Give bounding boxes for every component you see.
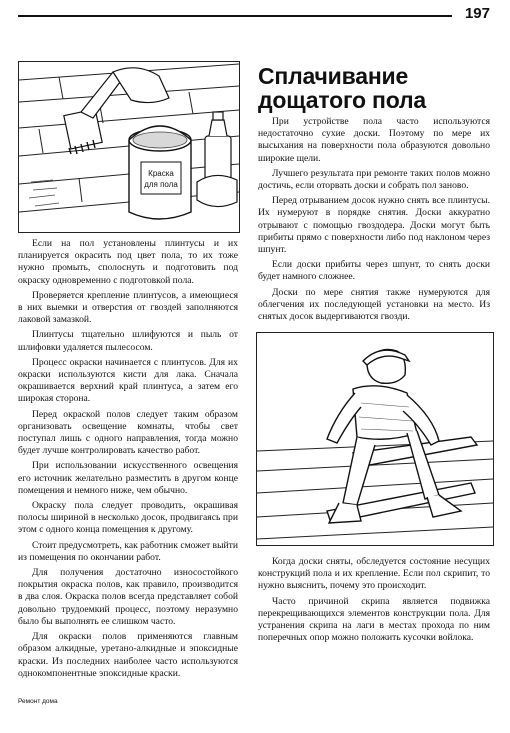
header-rule bbox=[18, 15, 452, 17]
page-number: 197 bbox=[464, 5, 490, 22]
footer-book-title: Ремонт дома bbox=[18, 698, 58, 705]
right-column-bottom-text bbox=[258, 556, 490, 647]
paragraph: Стоит предусмотреть, как работник сможет выйти из помещения по окончании работ. bbox=[18, 539, 238, 563]
worker-drawing bbox=[257, 333, 493, 545]
paragraph: Лучшего результата при ремонте таких полов можно достичь, если оторвать доски и собрать пол заново. bbox=[258, 167, 490, 192]
paragraph: Если доски прибиты через шпунт, то снять доски будет намного сложнее. bbox=[258, 259, 490, 283]
paragraph: Для окраски полов применяются главным образом алкидные, уретано-алкидные и эпоксидные краски. Из последних наиболее часто используются однокомпонентные эпоксидные краски. bbox=[18, 631, 238, 679]
page-header bbox=[0, 0, 510, 26]
right-column-top-text bbox=[258, 116, 490, 326]
section-title bbox=[258, 64, 488, 112]
paragraph: Проверяется крепление плинтусов, а имеющиеся в них выемки и отверстия от гвоздей заполняются лаковой замазкой. bbox=[18, 289, 238, 326]
paragraph: Процесс окраски начинается с плинтусов. Для их окраски используются кисти для лака. Сначала окрашивается верхний край плинтуса, а затем его широкая сторона. bbox=[18, 356, 238, 405]
paragraph: Когда доски сняты, обследуется состояние несущих конструкций пола и их крепление. Если пол скрипит, то нужно выяснить, почему это происходит. bbox=[258, 556, 490, 592]
paint-can-label-line1: Краска bbox=[148, 169, 174, 178]
paragraph: Доски по мере снятия также нумеруются для облегчения их последующей установки на место. Из снятых досок выдергиваются гвозди. bbox=[258, 286, 490, 323]
paragraph: Для получения достаточно износостойкого покрытия окраска полов, как правило, производится в два слоя. Окраска полов всегда представляет собой довольно трудоемкий процесс, поэтому неразумно было бы выполнять ее слишком часто. bbox=[18, 567, 238, 627]
paint-can-label-line2: для пола bbox=[144, 180, 178, 189]
paragraph: Перед отрыванием досок нужно снять все плинтусы. Их нумеруют в порядке снятия. Доски аккуратно отрывают с помощью гвоздодера. Доски могут быть прибиты прямо с поверхности либо под наклоном через шпунт. bbox=[258, 195, 490, 256]
section-title-line2: дощатого пола bbox=[258, 87, 427, 113]
floor-painting-drawing bbox=[19, 62, 239, 232]
paragraph: Часто причиной скрипа является подвижка перекрещивающихся элементов конструкции пола. Для устранения скрипа на лаги в местах прохода по ним поперечных опор можно положить кусочки войлока. bbox=[258, 595, 490, 644]
paragraph: Если на пол установлены плинтусы и их планируется окрасить под цвет пола, то их тоже нужно промыть, сполоснуть и подготовить под окраску одновременно с подготовкой пола. bbox=[18, 238, 238, 286]
paragraph: Плинтусы тщательно шлифуются и пыль от шлифовки удаляется пылесосом. bbox=[18, 329, 238, 353]
section-title-line1: Сплачивание bbox=[258, 63, 409, 89]
paragraph: Перед окраской полов следует таким образом организовать освещение комнаты, чтобы свет поступал лишь с одного направления, тогда можно будет лучше контролировать качество работ. bbox=[18, 408, 238, 457]
paragraph: Окраску пола следует проводить, окрашивая полосы шириной в несколько досок, продвигаясь при этом с одного конца помещения к другому. bbox=[18, 500, 238, 536]
paragraph: При устройстве пола часто используются недостаточно сухие доски. Поэтому по мере их высыхания на поверхности пола образуются довольно широкие щели. bbox=[258, 116, 490, 164]
left-column-text bbox=[18, 238, 238, 683]
floor-boards-illustration bbox=[256, 332, 494, 546]
floor-painting-illustration bbox=[18, 61, 240, 233]
paragraph: При использовании искусственного освещения его источник желательно разместить в другом конце помещения и немного ниже, чем обычно. bbox=[18, 460, 238, 496]
